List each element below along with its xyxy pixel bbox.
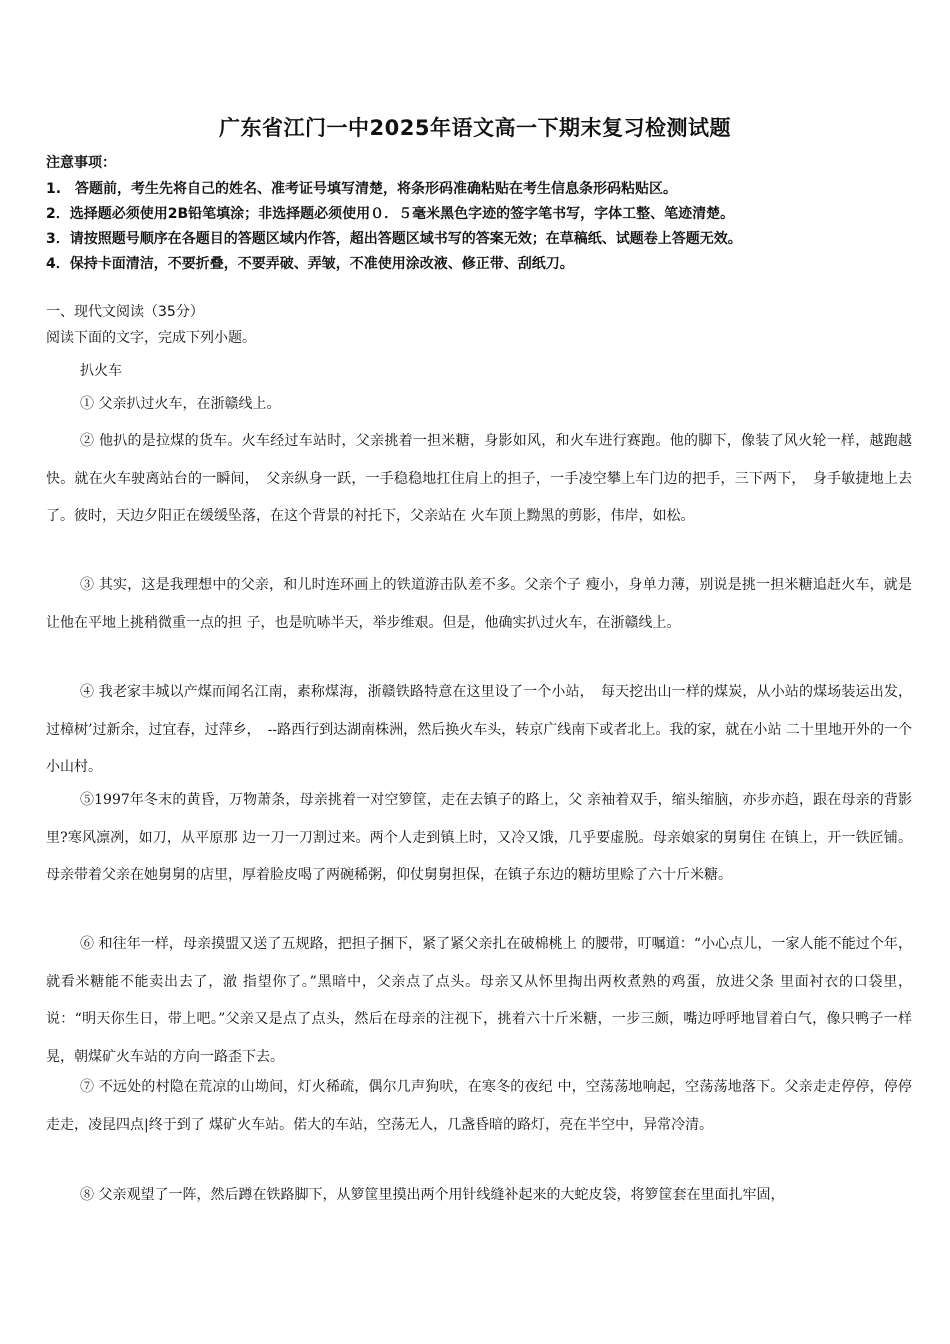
paragraph: ⑦ 不远处的村隐在荒凉的山坳间，灯火稀疏，偶尔几声狗吠，在寒冬的夜纪 中，空荡荡地响起，空荡荡地落下。父亲走走停停，停停走走，凌昆四点|终于到了 煤矿火车站。偌大的车站，空荡无人，几盏昏暗的路灯，亮在半空中，异常冷清。 [46, 1079, 912, 1133]
paragraph: ② 他扒的是拉煤的货车。火车经过车站时，父亲挑着一担米糖，身影如风，和火车进行赛跑。他的脚下，像装了风火轮一样，越跑越快。就在火车驶离站台的一瞬间， 父亲纵身一跃，一手稳稳地扛住肩上的担子，一手凌空攀上车门边的把手，三下两下， 身手敏捷地上去了。彼时，天边夕阳正在缓缓坠落，在这个背景的衬托下，父亲站在 火车顶上黝黑的剪影，伟岸，如松。 [46, 433, 912, 524]
section-instruction: 阅读下面的文字，完成下列小题。 [46, 330, 256, 346]
document-title: 广东省江门一中2025年语文高一下期末复习检测试题 [219, 116, 731, 140]
paragraph: ③ 其实，这是我理想中的父亲，和儿时连环画上的铁道游击队差不多。父亲个子 瘦小，身单力薄，别说是挑一担米糖追赶火车，就是让他在平地上挑稍微重一点的担 子，也是吭哧半天，举步维艰。但是，他确实扒过火车，在浙赣线上。 [46, 577, 912, 631]
section-heading: 一、现代文阅读（35分） [46, 304, 204, 320]
paragraph: ⑧ 父亲观望了一阵，然后蹲在铁路脚下，从箩筐里摸出两个用针线缝补起来的大蛇皮袋，将箩筐套在里面扎牢固， [80, 1187, 785, 1203]
paragraph: ⑥ 和往年一样，母亲摸盟又送了五规路，把担子捆下，紧了紧父亲扎在破棉桃上 的腰带，叮嘱道：“小心点儿，一家人能不能过个年，就看米糖能不能卖出去了，澈 指望你了。”黑暗中，父亲点了点头。母亲又从怀里掏出两枚煮熟的鸡蛋，放进父条 里面衬衣的口袋里，说：“明天你生日，带上吧。”父亲又是点了点头，然后在母亲的注视下，挑着六十斤米糖，一步三颇，嘴边呼呼地冒着白气，像只鸭子一样 晃，朝煤矿火车站的方向一路歪下去。 [46, 936, 912, 1065]
paragraph: ⑤1997年冬末的黄昏，万物萧条，母亲挑着一对空箩筐，走在去镇子的路上，父 亲袖着双手，缩头缩脑，亦步亦趋，跟在母亲的背影里?寒风凛冽，如刀，从平原那 边一刀一刀割过来。两个人走到镇上时，又冷又饿，几乎要虚脱。母亲娘家的舅舅住 在镇上，开一铁匠铺。母亲带着父亲在她舅舅的店里，厚着脸皮喝了两碗稀粥，仰仗舅舅担保，在镇子东边的糖坊里赊了六十斤米糖。 [46, 792, 912, 883]
notice-item: 4．保持卡面清洁，不要折叠，不要弄破、弄皱，不准使用涂改液、修正带、刮纸刀。 [46, 256, 574, 272]
notice-item: 1. 答题前，考生先将自己的姓名、准考证号填写清楚，将条形码准确粘贴在考生信息条形码粘贴区。 [46, 181, 678, 197]
passage-title: 扒火车 [80, 363, 122, 379]
notice-heading: 注意事项： [46, 155, 116, 171]
paragraph: ④ 我老家丰城以产煤而闻名江南，素称煤海，浙赣铁路特意在这里设了一个小站， 每天挖出山一样的煤炭，从小站的煤场装运出发，过樟树’过新余，过宜春，过萍乡， --路西行到达湖南株洲，然后换火车头，转京广线南下或者北上。我的家，就在小站 二十里地开外的一个小山村。 [46, 684, 912, 775]
paragraph: ① 父亲扒过火车，在浙赣线上。 [80, 396, 281, 412]
notice-item: 3．请按照题号顺序在各题目的答题区域内作答，超出答题区域书写的答案无效；在草稿纸、试题卷上答题无效。 [46, 231, 742, 247]
notice-item: 2．选择题必须使用2B铅笔填涂；非选择题必须使用０．５毫米黑色字迹的签字笔书写，字体工整、笔迹清楚。 [46, 206, 735, 222]
